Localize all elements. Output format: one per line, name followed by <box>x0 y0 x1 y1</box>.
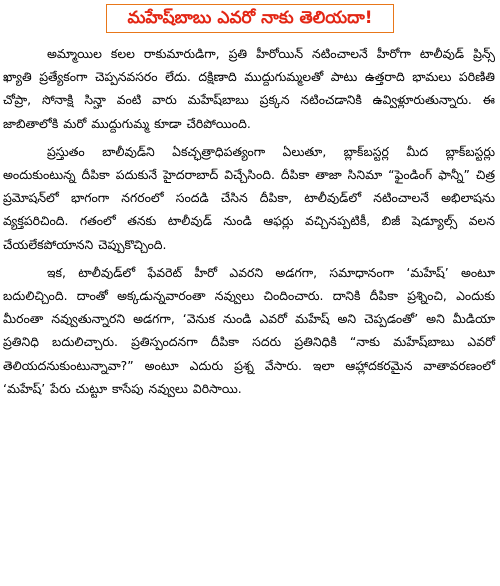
headline-container <box>0 4 500 33</box>
article-body <box>3 42 495 405</box>
paragraph-intro: అమ్మాయిల కలల రాకుమారుడిగా, ప్రతి హీరోయిన్ నటించాలనే హీరోగా టాలీవుడ్ ప్రిన్స్ ఖ్యాతి ప్రత్యేకంగా చెప్పనవసరం లేదు. దక్షిణాది ముద్దుగుమ్మలతో పాటు ఉత్తరాది భామలు పరిణితి చోప్రా, సోనాక్షి సిన్హా వంటి వారు మహేష్‌బాబు ప్రక్కన నటించడానికి ఉవ్విళ్లూరుతున్నారు. ఈ జాబితాలోకి మరో ముద్దుగుమ్మ కూడా చేరిపోయింది. <box>3 46 495 131</box>
article-headline: మహేష్‌బాబు ఎవరో నాకు తెలియదా! <box>106 4 393 33</box>
paragraph-mahesh-answer: ఇక, టాలీవుడ్‌లో ఫేవరెట్ హీరో ఎవరని అడగగా, సమాధానంగా ‘మహేష్’ అంటూ బదులిచ్చింది. దాంతో అక్కడున్నవారంతా నవ్వులు చిందించారు. దానికి దీపికా ప్రశ్నించి, ఎందుకు మీరంతా నవ్వుతున్నారని అడగగా, ‘వెనుక నుండి ఎవరో మహేష్ అని చెప్పడంతో’ అని మీడియా ప్రతినిధి బదులిచ్చారు. ప్రతిస్పందనగా దీపికా సదరు ప్రతినిధికి “నాకు మహేష్‌బాబు ఎవరో తెలియదనుకుంటున్నావా?” అంటూ ఎదురు ప్రశ్న వేసారు. ఇలా ఆహ్లాదకరమైన వాతావరణంలో ‘మహేష్’ పేరు చుట్టూ కాసేపు నవ్వులు విరిసాయి. <box>3 264 495 396</box>
paragraph-deepika-visit: ప్రస్తుతం బాలీవుడ్‌ని ఏకచ్ఛత్రాధిపత్యంగా ఏలుతూ, బ్లాక్‌బస్టర్ల మీద బ్లాక్‌బస్టర్లు అందుకుంటున్న దీపికా పదుకునే హైదరాబాద్ విచ్చేసింది. దీపికా తాజా సినిమా “ఫైండింగ్ ఫాన్నీ” చిత్ర ప్రమోషన్‌లో భాగంగా నగరంలో సందడి చేసిన దీపికా, టాలీవుడ్‌లో నటించాలనే అభిలాషను వ్యక్తపరిచింది. గతంలో తనకు టాలీవుడ్ నుండి ఆఫర్లు వచ్చినప్పటికీ, బిజీ షెడ్యూల్స్ వలన చేయలేకపోయానని చెప్పుకొచ్చింది. <box>3 143 495 252</box>
